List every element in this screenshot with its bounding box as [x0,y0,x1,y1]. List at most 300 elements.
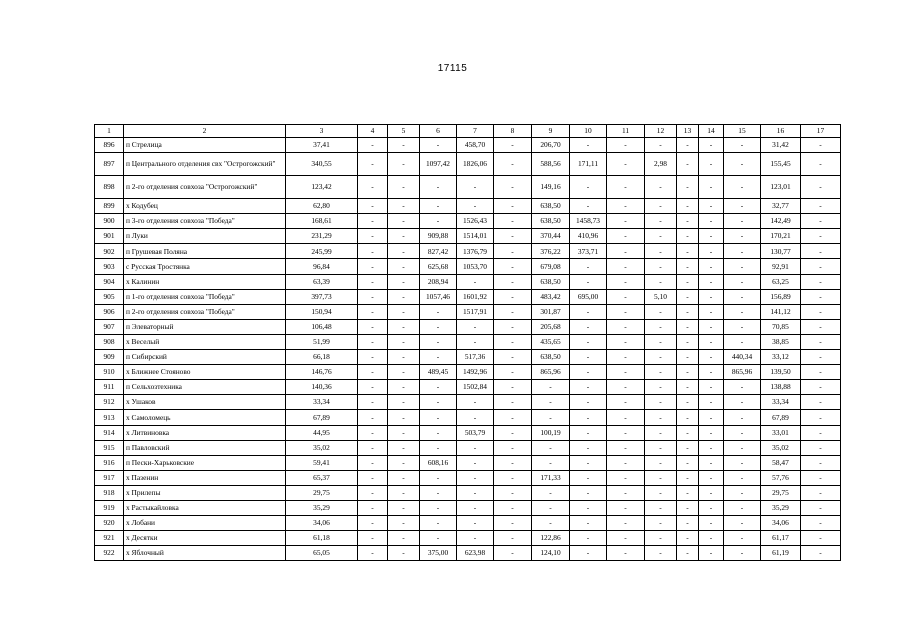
value-cell: - [570,440,607,455]
value-cell: - [388,365,420,380]
value-cell: - [801,395,841,410]
value-cell: - [724,259,761,274]
value-cell: - [607,410,645,425]
value-cell: 206,70 [532,138,570,153]
settlement-name-cell: п Элеваторный [124,319,286,334]
value-cell: - [457,199,494,214]
settlement-name-cell: п Грушевая Поляна [124,244,286,259]
value-cell: 35,02 [286,440,358,455]
value-cell: - [645,259,677,274]
value-cell: - [724,319,761,334]
value-cell: 156,89 [761,289,801,304]
value-cell: - [457,319,494,334]
value-cell: - [420,470,457,485]
value-cell: - [677,289,699,304]
table-row [95,455,841,470]
value-cell: - [801,304,841,319]
value-cell: - [645,380,677,395]
value-cell: - [607,274,645,289]
value-cell: - [699,199,724,214]
value-cell: - [801,546,841,561]
settlement-name-cell: х Самоломець [124,410,286,425]
value-cell: - [532,380,570,395]
table-row [95,259,841,274]
value-cell: - [570,365,607,380]
row-number-cell: 914 [95,425,124,440]
header-row [95,125,841,138]
value-cell: - [494,289,532,304]
settlement-name-cell: х Прилепы [124,485,286,500]
value-cell: - [358,319,388,334]
value-cell: - [358,380,388,395]
data-table [94,124,841,561]
value-cell: - [494,546,532,561]
value-cell: - [388,176,420,199]
value-cell: 92,91 [761,259,801,274]
value-cell: - [677,485,699,500]
value-cell: - [494,470,532,485]
value-cell: - [801,455,841,470]
value-cell: 33,01 [761,425,801,440]
value-cell: 638,50 [532,350,570,365]
value-cell: 65,37 [286,470,358,485]
value-cell: - [724,176,761,199]
value-cell: - [570,485,607,500]
value-cell: - [494,365,532,380]
value-cell: - [607,531,645,546]
settlement-name-cell: п Сибирский [124,350,286,365]
value-cell: - [645,455,677,470]
value-cell: - [801,289,841,304]
value-cell: - [724,410,761,425]
value-cell: 61,18 [286,531,358,546]
value-cell: 33,34 [286,395,358,410]
value-cell: - [699,380,724,395]
table-row [95,380,841,395]
value-cell: - [699,531,724,546]
column-header: 14 [699,125,724,138]
value-cell: - [677,516,699,531]
value-cell: 62,80 [286,199,358,214]
value-cell: 141,12 [761,304,801,319]
value-cell: - [607,176,645,199]
value-cell: - [358,531,388,546]
value-cell: - [607,516,645,531]
value-cell: - [494,274,532,289]
value-cell: - [677,410,699,425]
value-cell: - [457,531,494,546]
value-cell: - [420,440,457,455]
value-cell: 67,89 [761,410,801,425]
value-cell: - [724,334,761,349]
value-cell: - [358,485,388,500]
value-cell: - [607,500,645,515]
value-cell: - [724,138,761,153]
value-cell: 67,89 [286,410,358,425]
value-cell: - [570,350,607,365]
value-cell: - [420,199,457,214]
value-cell: - [699,214,724,229]
value-cell: - [677,304,699,319]
table-row [95,440,841,455]
value-cell: - [677,380,699,395]
value-cell: - [645,319,677,334]
value-cell: - [457,176,494,199]
value-cell: - [677,274,699,289]
value-cell: - [801,229,841,244]
value-cell: - [570,395,607,410]
value-cell: - [699,350,724,365]
value-cell: - [801,259,841,274]
row-number-cell: 899 [95,199,124,214]
value-cell: 623,98 [457,546,494,561]
value-cell: - [645,138,677,153]
value-cell: 171,33 [532,470,570,485]
value-cell: - [645,334,677,349]
value-cell: - [570,531,607,546]
value-cell: 1502,84 [457,380,494,395]
value-cell: - [457,470,494,485]
value-cell: - [457,410,494,425]
value-cell: 139,50 [761,365,801,380]
table-row [95,274,841,289]
value-cell: - [358,176,388,199]
value-cell: 489,45 [420,365,457,380]
value-cell: 679,08 [532,259,570,274]
value-cell: 410,96 [570,229,607,244]
value-cell: - [724,244,761,259]
table-row [95,289,841,304]
column-header: 13 [677,125,699,138]
value-cell: - [724,500,761,515]
settlement-name-cell: п 1-го отделения совхоза "Победа" [124,289,286,304]
column-header: 12 [645,125,677,138]
value-cell: - [801,516,841,531]
value-cell: - [699,289,724,304]
value-cell: - [388,229,420,244]
value-cell: - [724,380,761,395]
value-cell: - [358,410,388,425]
value-cell: - [607,455,645,470]
value-cell: - [570,304,607,319]
value-cell: - [677,153,699,176]
row-number-cell: 918 [95,485,124,500]
value-cell: - [358,214,388,229]
value-cell: - [457,334,494,349]
row-number-cell: 904 [95,274,124,289]
value-cell: - [699,455,724,470]
value-cell: - [494,440,532,455]
value-cell: - [494,410,532,425]
value-cell: 130,77 [761,244,801,259]
value-cell: 58,47 [761,455,801,470]
value-cell: - [358,259,388,274]
value-cell: - [358,395,388,410]
value-cell: 435,65 [532,334,570,349]
value-cell: - [388,244,420,259]
value-cell: - [801,425,841,440]
row-number-cell: 902 [95,244,124,259]
row-number-cell: 910 [95,365,124,380]
value-cell: - [724,516,761,531]
value-cell: 34,06 [761,516,801,531]
value-cell: - [801,334,841,349]
value-cell: 123,01 [761,176,801,199]
value-cell: - [494,214,532,229]
value-cell: - [607,334,645,349]
value-cell: - [645,214,677,229]
settlement-name-cell: п 2-го отделения совхоза "Победа" [124,304,286,319]
value-cell: - [607,485,645,500]
value-cell: 638,50 [532,214,570,229]
value-cell: 138,88 [761,380,801,395]
table-row [95,531,841,546]
value-cell: 1526,43 [457,214,494,229]
value-cell: - [388,485,420,500]
value-cell: 63,25 [761,274,801,289]
value-cell: 31,42 [761,138,801,153]
value-cell: 909,88 [420,229,457,244]
value-cell: - [699,516,724,531]
value-cell: - [388,455,420,470]
value-cell: 865,96 [532,365,570,380]
value-cell: 146,76 [286,365,358,380]
table-row [95,214,841,229]
value-cell: - [532,516,570,531]
value-cell: - [358,516,388,531]
value-cell: 376,22 [532,244,570,259]
value-cell: - [677,425,699,440]
value-cell: - [457,485,494,500]
value-cell: - [645,546,677,561]
value-cell: - [607,470,645,485]
column-header: 5 [388,125,420,138]
value-cell: - [801,380,841,395]
value-cell: 149,16 [532,176,570,199]
row-number-cell: 908 [95,334,124,349]
table-row [95,500,841,515]
column-header: 9 [532,125,570,138]
value-cell: 2,98 [645,153,677,176]
value-cell: - [724,440,761,455]
value-cell: - [388,500,420,515]
value-cell: - [645,304,677,319]
value-cell: - [801,214,841,229]
value-cell: 32,77 [761,199,801,214]
value-cell: - [420,531,457,546]
value-cell: - [699,153,724,176]
settlement-name-cell: п 3-го отделения совхоза "Победа" [124,214,286,229]
value-cell: - [677,531,699,546]
value-cell: - [358,244,388,259]
value-cell: - [699,365,724,380]
value-cell: 231,29 [286,229,358,244]
value-cell: 155,45 [761,153,801,176]
value-cell: - [801,138,841,153]
column-header: 7 [457,125,494,138]
value-cell: - [358,440,388,455]
value-cell: - [677,546,699,561]
value-cell: - [570,138,607,153]
value-cell: - [532,485,570,500]
value-cell: - [532,500,570,515]
value-cell: - [420,395,457,410]
settlement-name-cell: п Стрелица [124,138,286,153]
value-cell: 1053,70 [457,259,494,274]
value-cell: - [494,138,532,153]
value-cell: - [699,229,724,244]
value-cell: 865,96 [724,365,761,380]
value-cell: 70,85 [761,319,801,334]
table-row [95,153,841,176]
value-cell: - [645,485,677,500]
table-row [95,244,841,259]
row-number-cell: 905 [95,289,124,304]
row-number-cell: 897 [95,153,124,176]
value-cell: 375,00 [420,546,457,561]
column-header: 10 [570,125,607,138]
value-cell: - [645,274,677,289]
value-cell: 245,99 [286,244,358,259]
value-cell: 340,55 [286,153,358,176]
value-cell: - [358,289,388,304]
value-cell: 61,19 [761,546,801,561]
value-cell: - [699,304,724,319]
value-cell: 66,18 [286,350,358,365]
value-cell: - [699,395,724,410]
value-cell: - [724,455,761,470]
value-cell: - [607,319,645,334]
column-header: 16 [761,125,801,138]
table-body [95,138,841,561]
column-header: 1 [95,125,124,138]
settlement-name-cell: х Веселый [124,334,286,349]
value-cell: - [570,380,607,395]
value-cell: 35,29 [286,500,358,515]
value-cell: - [388,274,420,289]
table-row [95,350,841,365]
value-cell: - [607,304,645,319]
value-cell: - [457,455,494,470]
value-cell: - [699,440,724,455]
value-cell: - [388,319,420,334]
value-cell: 65,05 [286,546,358,561]
value-cell: - [388,350,420,365]
value-cell: - [801,410,841,425]
value-cell: - [677,214,699,229]
table-row [95,334,841,349]
table-row [95,229,841,244]
value-cell: - [494,395,532,410]
value-cell: - [570,470,607,485]
value-cell: - [677,470,699,485]
row-number-cell: 896 [95,138,124,153]
value-cell: - [677,199,699,214]
value-cell: - [724,485,761,500]
value-cell: - [358,153,388,176]
value-cell: - [358,500,388,515]
value-cell: - [724,531,761,546]
value-cell: 123,42 [286,176,358,199]
settlement-name-cell: х Растыкайловка [124,500,286,515]
value-cell: - [607,365,645,380]
row-number-cell: 906 [95,304,124,319]
value-cell: - [677,244,699,259]
value-cell: - [724,546,761,561]
value-cell: - [420,350,457,365]
value-cell: 301,87 [532,304,570,319]
value-cell: 63,39 [286,274,358,289]
value-cell: - [388,425,420,440]
value-cell: 370,44 [532,229,570,244]
value-cell: 37,41 [286,138,358,153]
value-cell: - [699,274,724,289]
value-cell: 458,70 [457,138,494,153]
value-cell: - [532,410,570,425]
value-cell: - [570,176,607,199]
table-row [95,319,841,334]
value-cell: - [645,531,677,546]
table-row [95,485,841,500]
row-number-cell: 898 [95,176,124,199]
value-cell: - [420,304,457,319]
value-cell: - [645,176,677,199]
value-cell: 170,21 [761,229,801,244]
value-cell: - [699,425,724,440]
column-header: 3 [286,125,358,138]
row-number-cell: 920 [95,516,124,531]
table-row [95,546,841,561]
value-cell: - [607,153,645,176]
value-cell: - [645,425,677,440]
value-cell: - [388,516,420,531]
value-cell: - [801,153,841,176]
value-cell: - [420,138,457,153]
value-cell: 608,16 [420,455,457,470]
column-header: 15 [724,125,761,138]
value-cell: - [724,304,761,319]
value-cell: - [388,470,420,485]
value-cell: - [358,304,388,319]
value-cell: - [801,440,841,455]
column-header: 4 [358,125,388,138]
value-cell: - [494,244,532,259]
value-cell: - [388,334,420,349]
value-cell: - [420,516,457,531]
value-cell: 440,34 [724,350,761,365]
value-cell: - [801,485,841,500]
row-number-cell: 907 [95,319,124,334]
value-cell: - [494,304,532,319]
value-cell: - [607,244,645,259]
value-cell: - [645,244,677,259]
value-cell: - [724,470,761,485]
value-cell: - [358,470,388,485]
value-cell: 827,42 [420,244,457,259]
settlement-name-cell: х Калинин [124,274,286,289]
value-cell: - [420,319,457,334]
value-cell: 1057,46 [420,289,457,304]
row-number-cell: 919 [95,500,124,515]
value-cell: - [570,546,607,561]
value-cell: - [801,176,841,199]
value-cell: - [388,380,420,395]
value-cell: - [724,289,761,304]
value-cell: - [388,531,420,546]
value-cell: - [607,380,645,395]
value-cell: - [494,380,532,395]
row-number-cell: 917 [95,470,124,485]
